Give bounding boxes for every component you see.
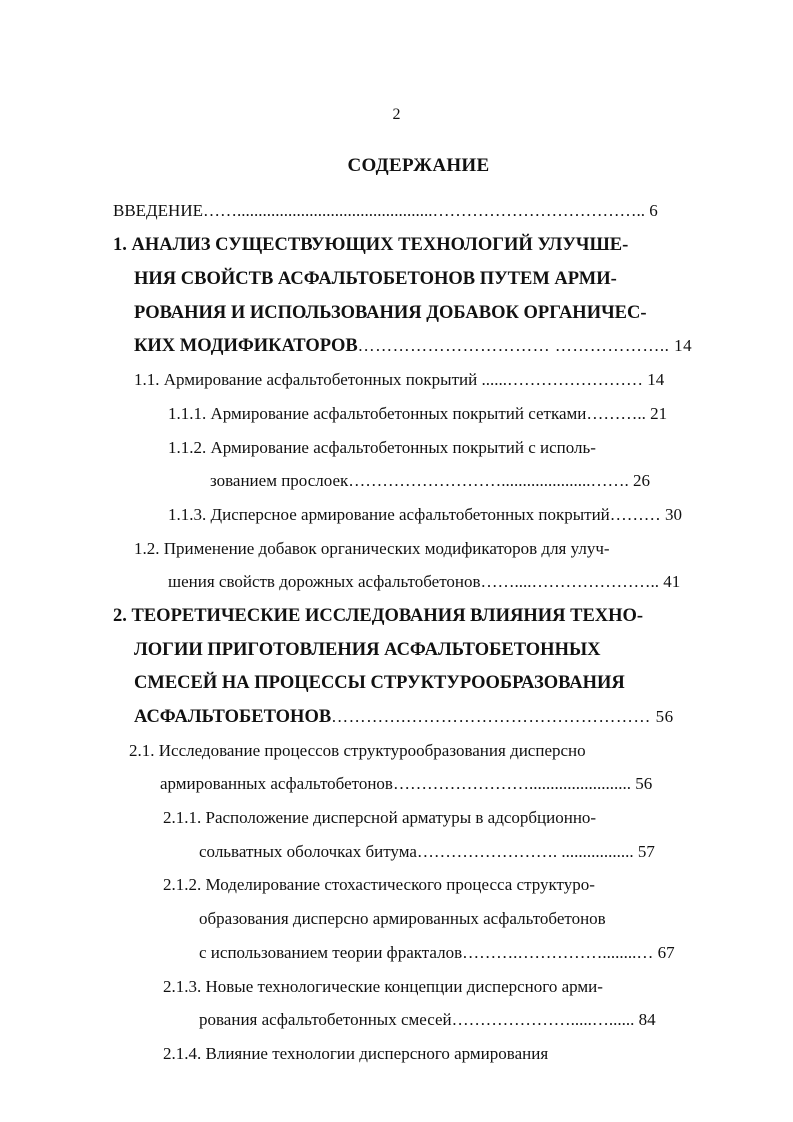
toc-section-2-1: 2.1. Исследование процессов структурообразования дисперсно [129, 741, 586, 760]
toc-chapter-2-heading-last: АСФАЛЬТОБЕТОНОВ [134, 707, 332, 727]
toc-subsection-1-1-1: 1.1.1. Армирование асфальтобетонных покрытий сетками……….. 21 [168, 404, 668, 423]
toc-chapter-1-heading-end [134, 335, 692, 357]
toc-chapter-1-heading-cont: НИЯ СВОЙСТВ АСФАЛЬТОБЕТОНОВ ПУТЕМ АРМИ- [134, 269, 617, 289]
toc-chapter-2-heading-end [134, 706, 674, 728]
toc-chapter-1-heading: 1. АНАЛИЗ СУЩЕСТВУЮЩИХ ТЕХНОЛОГИЙ УЛУЧШЕ- [113, 235, 629, 255]
toc-section-2-1-cont: армированных асфальтобетонов……………………........................ 56 [160, 774, 653, 793]
toc-subsection-2-1-2-cont: с использованием теории фракталов……….……………........… 67 [199, 943, 675, 962]
page-title: СОДЕРЖАНИЕ [347, 155, 490, 176]
toc-chapter-2-heading-cont: СМЕСЕЙ НА ПРОЦЕССЫ СТРУКТУРООБРАЗОВАНИЯ [134, 673, 625, 693]
toc-section-1-2-cont: шения свойств дорожных асфальтобетонов……....………………….. 41 [168, 572, 681, 591]
toc-leader-page: …………………………… ……………….. 14 [357, 336, 693, 355]
toc-leader-page: ………….…………………………………… 56 [331, 707, 674, 726]
toc-subsection-2-1-2: 2.1.2. Моделирование стохастического процесса структуро- [163, 875, 595, 894]
toc-subsection-2-1-3: 2.1.3. Новые технологические концепции дисперсного арми- [163, 977, 603, 996]
toc-subsection-2-1-2-cont: образования дисперсно армированных асфальтобетонов [199, 909, 606, 928]
toc-entry-intro: ВВЕДЕНИЕ……..............................................……………………………….. 6 [113, 201, 658, 220]
toc-section-1-2: 1.2. Применение добавок органических модификаторов для улуч- [134, 539, 610, 558]
toc-subsection-2-1-4: 2.1.4. Влияние технологии дисперсного армирования [163, 1044, 549, 1063]
toc-subsection-2-1-1-cont: сольватных оболочках битума……………………. ................. 57 [199, 842, 655, 861]
toc-subsection-1-1-3: 1.1.3. Дисперсное армирование асфальтобетонных покрытий……… 30 [168, 505, 683, 524]
toc-section-1-1: 1.1. Армирование асфальтобетонных покрытий ......…………………… 14 [134, 370, 665, 389]
toc-subsection-1-1-2: 1.1.2. Армирование асфальтобетонных покрытий с исполь- [168, 438, 596, 457]
toc-chapter-2-heading: 2. ТЕОРЕТИЧЕСКИЕ ИССЛЕДОВАНИЯ ВЛИЯНИЯ ТЕХНО- [113, 606, 644, 626]
toc-subsection-2-1-3-cont: рования асфальтобетонных смесей………………….....…...... 84 [199, 1010, 656, 1029]
page-number: 2 [392, 106, 401, 123]
toc-subsection-1-1-2-cont: зованием прослоек……………………….....................……. 26 [210, 471, 651, 490]
toc-chapter-1-heading-last: КИХ МОДИФИКАТОРОВ [134, 336, 358, 356]
toc-subsection-2-1-1: 2.1.1. Расположение дисперсной арматуры в адсорбционно- [163, 808, 597, 827]
toc-chapter-2-heading-cont: ЛОГИИ ПРИГОТОВЛЕНИЯ АСФАЛЬТОБЕТОННЫХ [134, 640, 601, 660]
toc-chapter-1-heading-cont: РОВАНИЯ И ИСПОЛЬЗОВАНИЯ ДОБАВОК ОРГАНИЧЕС- [134, 303, 647, 323]
